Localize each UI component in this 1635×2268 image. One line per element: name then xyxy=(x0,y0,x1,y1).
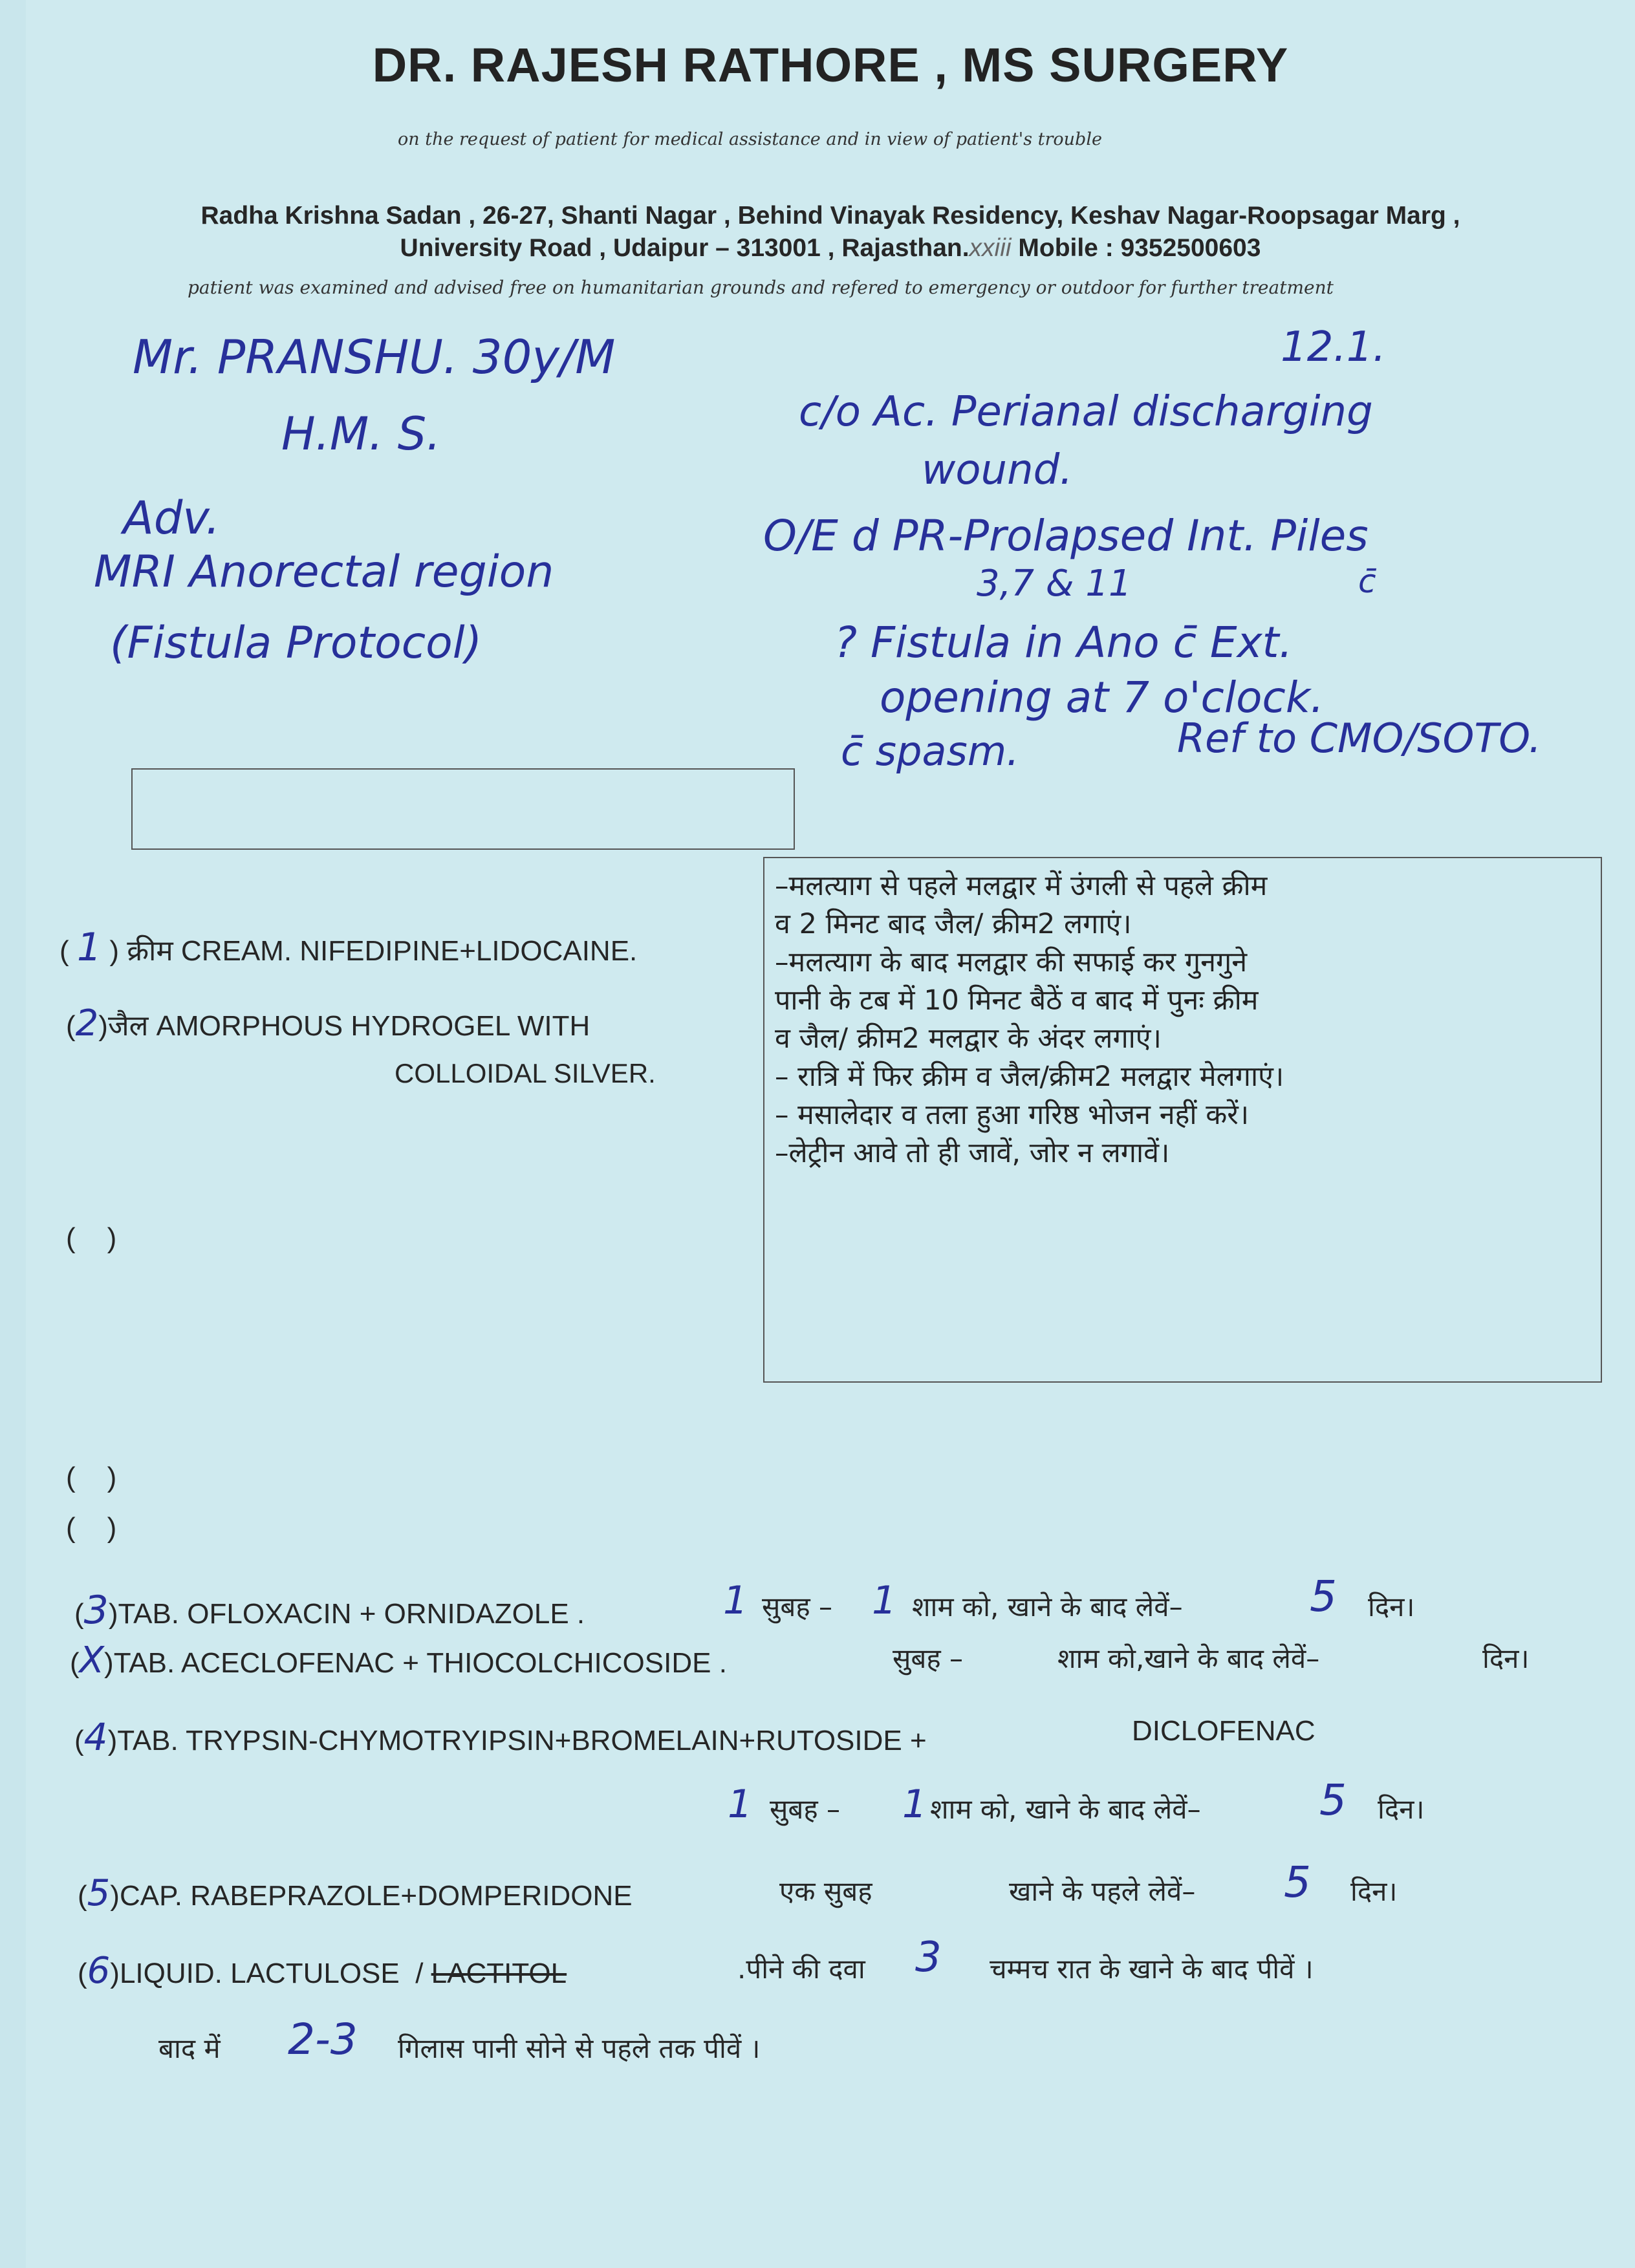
advice-label: Adv. xyxy=(123,491,221,545)
item-4-evening: शाम को, खाने के बाद लेवें– xyxy=(930,1793,1201,1825)
instruction-line: पानी के टब में 10 मिनट बैठें व बाद में पुनः क्रीम xyxy=(775,984,1259,1017)
water-qty: 2-3 xyxy=(288,2014,358,2064)
referral-note: Ref to CMO/SOTO. xyxy=(1177,715,1542,762)
blank-box xyxy=(131,768,795,850)
item-3-evening-qty: 1 xyxy=(872,1578,897,1623)
water-label-a: बाद में xyxy=(158,2033,221,2064)
empty-item-bracket: ( ) xyxy=(66,1222,117,1254)
item-4-morning-qty: 1 xyxy=(728,1782,753,1827)
item-x-row: (X)TAB. ACECLOFENAC + THIOCOLCHICOSIDE . xyxy=(70,1639,727,1681)
tagline-bottom: patient was examined and advised free on humanitarian grounds and refered to emergency or outdoor for further treatment xyxy=(188,277,1334,298)
address-line-1: Radha Krishna Sadan , 26-27, Shanti Nagar , Behind Vinayak Residency, Keshav Nagar-Roopsagar Marg , xyxy=(200,202,1460,230)
item-5-row: (5)CAP. RABEPRAZOLE+DOMPERIDONE xyxy=(78,1872,633,1914)
item-3-morning: सुबह – xyxy=(762,1591,833,1623)
mri-advice-line-2: (Fistula Protocol) xyxy=(110,618,482,669)
item-6-row: (6)LIQUID. LACTULOSE / LACTITOL xyxy=(78,1950,567,1992)
empty-item-bracket: ( ) xyxy=(66,1462,117,1493)
exam-with-mark: c̄ xyxy=(1358,563,1376,600)
instruction-line: –मलत्याग से पहले मलद्वार में उंगली से पहले क्रीम xyxy=(775,870,1268,902)
item-6-struck-label: LACTITOL xyxy=(431,1958,567,1989)
item-3-number: 3 xyxy=(83,1588,109,1633)
item-3-morning-qty: 1 xyxy=(723,1578,748,1623)
item-3-row: (3)TAB. OFLOXACIN + ORNIDAZOLE . xyxy=(74,1588,585,1633)
history-note: H.M. S. xyxy=(281,407,441,460)
item-6-label: LIQUID. LACTULOSE xyxy=(119,1958,400,1989)
exam-line-3: ? Fistula in Ano c̄ Ext. xyxy=(834,618,1293,667)
exam-line-1: O/E d PR-Prolapsed Int. Piles xyxy=(763,511,1369,561)
item-5-days: 5 xyxy=(1284,1857,1311,1907)
item-4-row: (4)TAB. TRYPSIN-CHYMOTRYIPSIN+BROMELAIN+RUTOSIDE + xyxy=(74,1715,927,1759)
item-4-morning: सुबह – xyxy=(770,1793,841,1825)
item-x-days-label: दिन। xyxy=(1482,1643,1530,1674)
item-4-number: 4 xyxy=(83,1715,108,1759)
complaint-line-1: c/o Ac. Perianal discharging xyxy=(799,388,1373,436)
item-1-number: 1 xyxy=(76,925,102,970)
instruction-line: – रात्रि में फिर क्रीम व जैल/क्रीम2 मलद्वार मेलगाएं। xyxy=(775,1061,1284,1093)
doctor-name-title: DR. RAJESH RATHORE , MS SURGERY xyxy=(372,38,1289,92)
address-line-2 xyxy=(26,234,1635,263)
water-label-b: गिलास पानी सोने से पहले तक पीवें । xyxy=(398,2033,761,2064)
tagline-top: on the request of patient for medical assistance and in view of patient's trouble xyxy=(398,129,1102,149)
item-2-row: (2)जैल AMORPHOUS HYDROGEL WITH xyxy=(66,1002,590,1044)
item-4-label-cont: DICLOFENAC xyxy=(1132,1715,1316,1747)
address-city: University Road , Udaipur – 313001 , Rajasthan. xyxy=(400,234,969,262)
item-3-days: 5 xyxy=(1310,1571,1337,1621)
item-5-number: 5 xyxy=(87,1872,111,1914)
item-6-timing: चम्मच रात के खाने के बाद पीवें । xyxy=(990,1953,1314,1985)
item-6-qty: 3 xyxy=(915,1934,942,1982)
instruction-line: –लेट्रीन आवे तो ही जावें, जोर न लगावें। xyxy=(775,1137,1170,1169)
instruction-line: व 2 मिनट बाद जैल/ क्रीम2 लगाएं। xyxy=(775,908,1132,940)
item-2-number: 2 xyxy=(75,1002,99,1044)
item-3-evening: शाम को, खाने के बाद लेवें– xyxy=(912,1591,1183,1623)
item-1-row: ( 1 ) क्रीम CREAM. NIFEDIPINE+LIDOCAINE. xyxy=(60,925,638,970)
mobile-number: Mobile : 9352500603 xyxy=(1011,234,1261,262)
item-5-morning: एक सुबह xyxy=(779,1875,872,1907)
item-2-label: जैल AMORPHOUS HYDROGEL WITH xyxy=(107,1010,590,1042)
item-5-days-label: दिन। xyxy=(1350,1875,1398,1907)
item-1-label: क्रीम CREAM. NIFEDIPINE+LIDOCAINE. xyxy=(127,935,638,967)
exam-line-5: c̄ spasm. xyxy=(841,728,1019,775)
address-mark: xxiii xyxy=(969,234,1012,262)
visit-date: 12.1. xyxy=(1281,323,1386,371)
item-6-number: 6 xyxy=(87,1950,111,1992)
instructions-box xyxy=(763,857,1602,1383)
instruction-line: –मलत्याग के बाद मलद्वार की सफाई कर गुनगुने xyxy=(775,946,1248,978)
item-3-days-label: दिन। xyxy=(1368,1591,1415,1623)
item-4-days: 5 xyxy=(1319,1775,1347,1825)
item-x-label: TAB. ACECLOFENAC + THIOCOLCHICOSIDE . xyxy=(113,1647,727,1679)
patient-name: Mr. PRANSHU. 30y/M xyxy=(133,330,616,384)
item-2-label-cont: COLLOIDAL SILVER. xyxy=(395,1058,656,1088)
item-4-evening-qty: 1 xyxy=(902,1782,927,1827)
instruction-line: – मसालेदार व तला हुआ गरिष्ठ भोजन नहीं करें। xyxy=(775,1099,1250,1131)
item-x-evening: शाम को,खाने के बाद लेवें– xyxy=(1057,1643,1320,1674)
complaint-line-2: wound. xyxy=(922,446,1073,494)
item-4-days-label: दिन। xyxy=(1378,1793,1425,1825)
item-6-dose-label: .पीने की दवा xyxy=(737,1953,865,1985)
item-4-label: TAB. TRYPSIN-CHYMOTRYIPSIN+BROMELAIN+RUTOSIDE + xyxy=(117,1725,927,1756)
exam-line-2: 3,7 & 11 xyxy=(977,563,1132,605)
instruction-line: व जैल/ क्रीम2 मलद्वार के अंदर लगाएं। xyxy=(775,1022,1162,1055)
item-x-morning: सुबह – xyxy=(893,1643,964,1674)
exam-line-4: opening at 7 o'clock. xyxy=(880,673,1325,722)
item-5-label: CAP. RABEPRAZOLE+DOMPERIDONE xyxy=(119,1880,633,1912)
item-5-before-food: खाने के पहले लेवें– xyxy=(1009,1875,1196,1907)
mri-advice-line-1: MRI Anorectal region xyxy=(94,546,554,598)
item-x-mark: X xyxy=(79,1639,105,1681)
prescription-sheet xyxy=(26,0,1635,2268)
empty-item-bracket: ( ) xyxy=(66,1512,117,1544)
item-3-label: TAB. OFLOXACIN + ORNIDAZOLE . xyxy=(118,1598,585,1630)
